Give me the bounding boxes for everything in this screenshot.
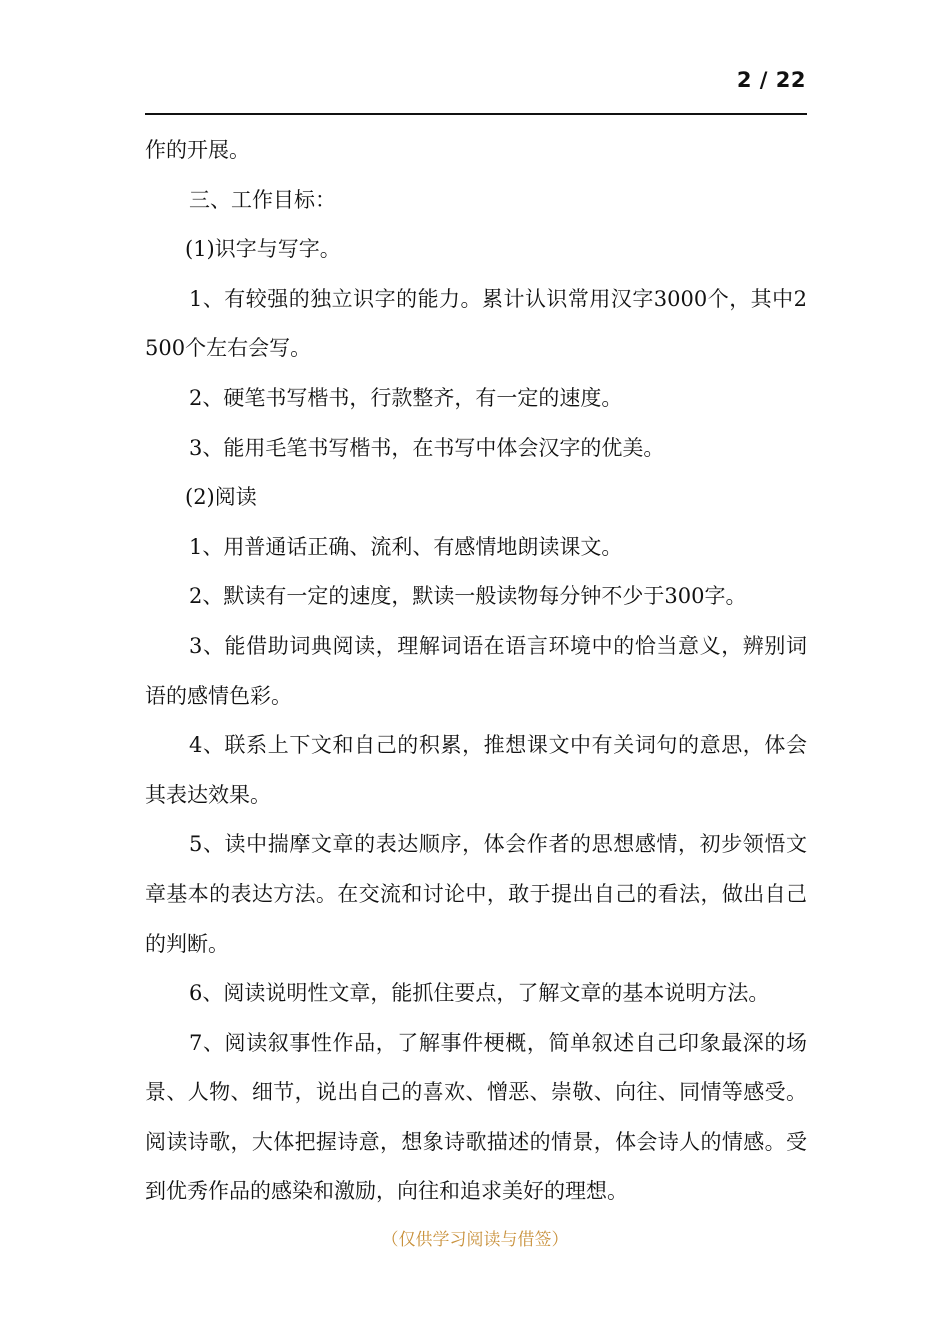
paragraph-item: 3、能用毛笔书写楷书，在书写中体会汉字的优美。 (189, 435, 665, 460)
paragraph-continuation: 作的开展。 (145, 138, 250, 162)
section-heading-work-goals: 三、工作目标： (189, 187, 336, 212)
document-body (145, 126, 807, 1217)
paragraph-item: 6、阅读说明性文章，能抓住要点，了解文章的基本说明方法。 (189, 981, 770, 1006)
paragraph-item: 1、有较强的独立识字的能力。累计认识常用汉字3000个，其中2500个左右会写。 (145, 286, 807, 361)
footer-note: （仅供学习阅读与借签） (381, 1230, 569, 1250)
paragraph-item: 4、联系上下文和自己的积累，推想课文中有关词句的意思，体会其表达效果。 (145, 733, 807, 807)
paragraph-item: 1、用普通话正确、流利、有感情地朗读课文。 (189, 534, 623, 559)
paragraph-item: 5、读中揣摩文章的表达顺序，体会作者的思想感情，初步领悟文章基本的表达方法。在交流和讨论中，敢于提出自己的看法，做出自己的判断。 (145, 832, 807, 956)
subheading-literacy-writing: (1)识字与写字。 (185, 237, 341, 262)
paragraph-item: 7、阅读叙事性作品，了解事件梗概，简单叙述自己印象最深的场景、人物、细节，说出自己的喜欢、憎恶、崇敬、向往、同情等感受。阅读诗歌，大体把握诗意，想象诗歌描述的情景，体会诗人的情感。受到优秀作品的感染和激励，向往和追求美好的理想。 (145, 1030, 807, 1204)
paragraph-item: 3、能借助词典阅读，理解词语在语言环境中的恰当意义，辨别词语的感情色彩。 (145, 633, 807, 708)
paragraph-item: 2、硬笔书写楷书，行款整齐，有一定的速度。 (189, 385, 623, 410)
header-divider (145, 113, 807, 115)
page-number: 2 / 22 (736, 68, 806, 92)
paragraph-item: 2、默读有一定的速度，默读一般读物每分钟不少于300字。 (189, 584, 747, 609)
subheading-reading: (2)阅读 (185, 485, 257, 510)
